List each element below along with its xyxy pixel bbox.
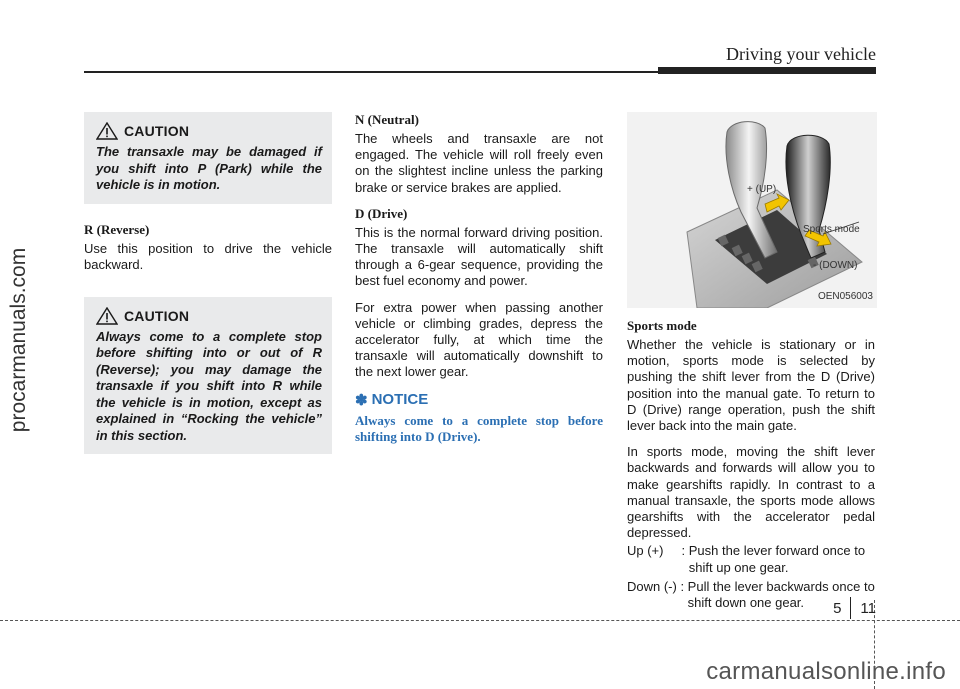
page-number-value: 11 (860, 599, 876, 617)
neutral-heading: N (Neutral) (355, 112, 419, 127)
header-rule (84, 71, 660, 73)
up-text: Push the lever forward once to shift up one gear. (688, 543, 866, 575)
caution-box-park (84, 112, 332, 204)
column-2 (355, 112, 603, 445)
sports-mode-text: Whether the vehicle is stationary or in motion, sports mode is selected by pushing the shift lever from the D (Drive) position into the manual gate. To return to D (Drive) range operation, push the shift lever back into the main gate. (627, 337, 875, 434)
warning-triangle-icon (96, 122, 118, 140)
caution-text: Always come to a complete stop before shifting into or out of R (Reverse); you may damage the transaxle if you shift into R while the vehicle is in motion, except as explained in “Rocking the vehicle” in this section. (96, 328, 322, 443)
caution-title: CAUTION (124, 307, 190, 324)
chapter-number: 5 (833, 599, 842, 617)
drive-heading: D (Drive) (355, 205, 408, 221)
up-definition (627, 543, 875, 575)
caution-header (96, 122, 322, 140)
caution-title: CAUTION (124, 123, 190, 139)
side-watermark-text: procarmanuals.com (7, 247, 30, 433)
bottom-watermark: carmanualsonline.info (706, 658, 946, 685)
header-rule-accent (658, 67, 876, 74)
side-watermark (4, 150, 34, 530)
shift-lever-figure (627, 112, 877, 308)
notice-title: NOTICE (371, 391, 429, 409)
label-down: - (DOWN) (813, 260, 858, 271)
reverse-text: Use this position to drive the vehicle backward. (84, 240, 332, 272)
page-number (833, 597, 876, 619)
sports-mode-gearshift-text: In sports mode, moving the shift lever backwards and forwards will allow you to make gearshifts rapidly. In contrast to a manual transaxle, the sports mode allows gearshifts with the accelerator pedal depressed. (627, 444, 875, 541)
figure-code: OEN056003 (817, 291, 873, 302)
sports-mode-heading: Sports mode (627, 318, 697, 333)
notice-header (355, 391, 603, 409)
column-1 (84, 112, 332, 454)
drive-text-passing: For extra power when passing another vehicle or climbing grades, depress the accelerator fully, at which time the transaxle will automatically downshift to the next lower gear. (355, 299, 603, 380)
caution-text: The transaxle may be damaged if you shift into P (Park) while the vehicle is in motion. (96, 144, 322, 192)
footer-dashed-line (0, 620, 960, 621)
section-title: Driving your vehicle (726, 44, 876, 64)
notice-star-icon: ✽ (355, 391, 368, 409)
up-term: Up (+) : (627, 543, 689, 559)
reverse-heading: R (Reverse) (84, 221, 150, 237)
drive-text: This is the normal forward driving position. The transaxle will automatically shift through a 6-gear sequence, providing the best fuel economy and power. (355, 224, 603, 289)
neutral-text: The wheels and transaxle are not engaged. The vehicle will roll freely even on the slightest incline unless the parking brake or service brakes are applied. (355, 131, 603, 195)
warning-triangle-icon (96, 307, 118, 325)
down-term: Down (-) : (627, 578, 688, 594)
down-text: Pull the lever backwards once to shift down one gear. (687, 578, 875, 611)
shift-lever-illustration (627, 112, 877, 308)
page-number-separator (850, 597, 851, 619)
caution-box-reverse (84, 297, 332, 455)
label-up: + (UP) (747, 184, 777, 195)
column-3 (627, 112, 875, 611)
label-sports-mode: Sports mode (803, 224, 860, 235)
caution-header (96, 307, 322, 325)
notice-text: Always come to a complete stop before shifting into D (Drive). (355, 412, 603, 444)
